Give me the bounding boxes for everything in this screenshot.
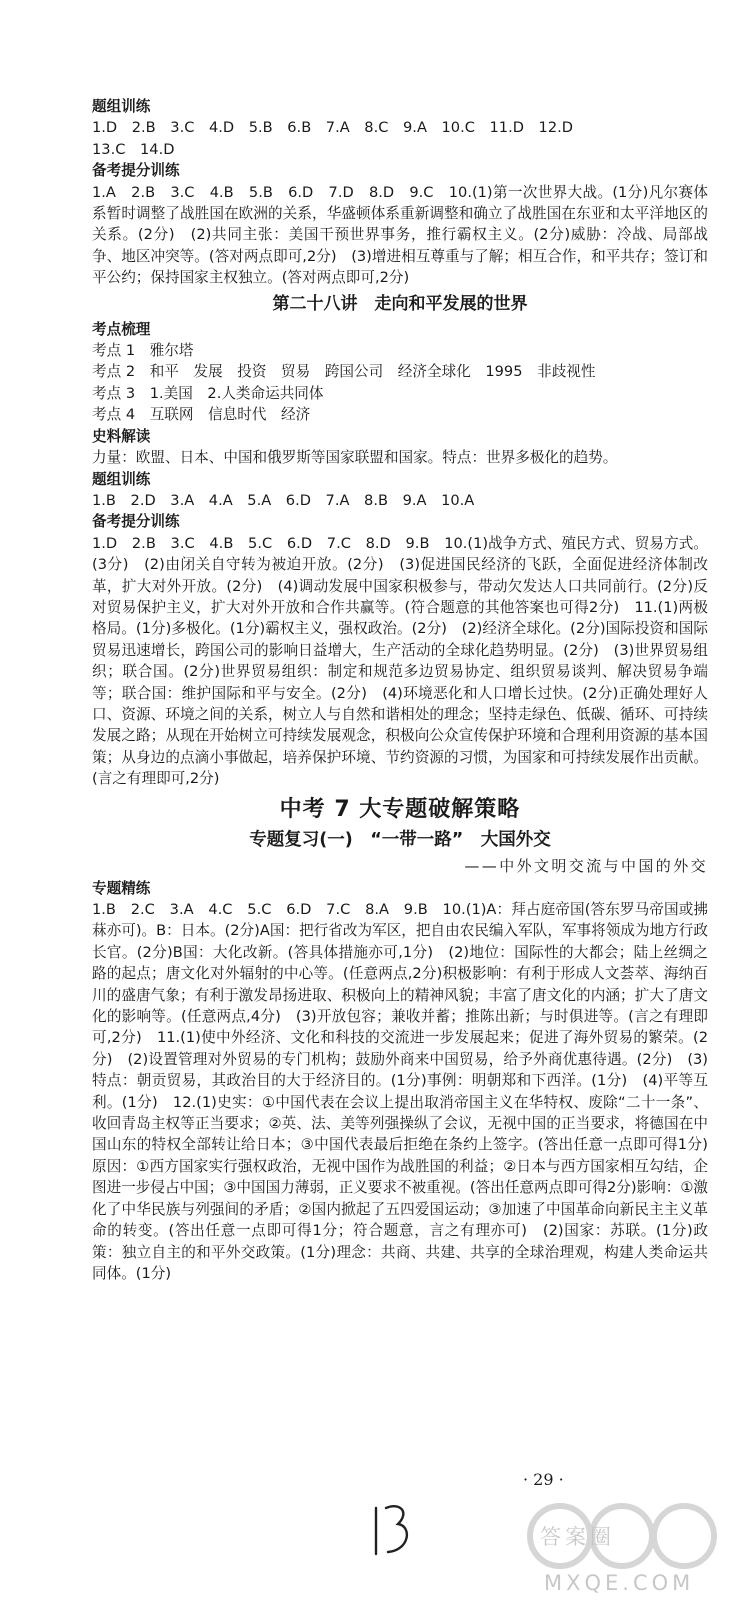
kaodian-1: 考点 1 雅尔塔	[92, 342, 194, 360]
beikao-answers: 1.A 2.B 3.C 4.B 5.B 6.D 7.D 8.D 9.C 10.(1)第一次世界大战。(1分)凡尔赛体系暂时调整了战胜国在欧洲的关系，华盛顿体系重新调整和确立了战胜国在东亚和太平洋地区的关系。(2分) (2)共同主张：美国干预世界事务，推行霸权主义。(2分)威胁：冷战、局部战争、地区冲突等。(答对两点即可,2分) (3)增进相互尊重与了解；相互合作，和平共存；签订和平公约；保持国家主权独立。(答对两点即可,2分)	[92, 183, 708, 287]
heading-tizu-training-28: 题组训练	[92, 470, 151, 488]
tizu-answers-line1: 1.D 2.B 3.C 4.D 5.B 6.B 7.A 8.C 9.A 10.C 11.D 12.D	[92, 119, 573, 137]
kaodian-2: 考点 2 和平 发展 投资 贸易 跨国公司 经济全球化 1995 非歧视性	[92, 363, 596, 381]
heading-kaodian: 考点梳理	[92, 320, 151, 338]
lecture-28-title: 第二十八讲 走向和平发展的世界	[272, 293, 528, 314]
heading-jinglian: 专题精练	[92, 879, 151, 897]
heading-beikao-training-28: 备考提分训练	[92, 513, 180, 531]
watermark-logo	[500, 1486, 746, 1596]
content-column	[92, 96, 708, 1284]
beikao-answers-28: 1.D 2.B 3.C 4.B 5.C 6.D 7.C 8.D 9.B 10.(1)战争方式、殖民方式、贸易方式。(3分) (2)由闭关自守转为被迫开放。(2分) (3)促进国民经济的飞跃，全面促进经济体制改革，扩大对外开放。(2分) (4)调动发展中国家积极参与，带动欠发达人口共同前行。(2分)反对贸易保护主义，扩大对外开放和合作共赢等。(符合题意的其他答案也可得2分) 11.(1)两极格局。(1分)多极化。(1分)霸权主义，强权政治。(2分) (2)经济全球化。(2分)国际投资和国际贸易迅速增长，跨国公司的影响日益增大，生产活动的全球化趋势明显。(2分) (3)世界贸易组织；联合国。(2分)世界贸易组织：制定和规范多边贸易协定、组织贸易谈判、解决贸易争端等；联合国：维护国际和平与安全。(2分) (4)环境恶化和人口增长过快。(2分)正确处理好人口、资源、环境之间的关系，树立人与自然和谐相处的理念；坚持走绿色、低碳、循环、可持续发展之路；从现在开始树立可持续发展观念，积极向公众宣传保护环境和合理利用资源的基本国策；从身边的点滴小事做起，培养保护环境、节约资源的习惯，为国家和可持续发展作出贡献。(言之有理即可,2分)	[92, 534, 708, 788]
heading-shiliao: 史料解读	[92, 427, 151, 445]
watermark-cn: 答案圈	[540, 1525, 615, 1549]
kaodian-4: 考点 4 互联网 信息时代 经济	[92, 406, 311, 424]
handwritten-note	[370, 1498, 414, 1560]
special-big-title: 中考 7 大专题破解策略	[279, 796, 521, 822]
shiliao-answer: 力量：欧盟、日本、中国和俄罗斯等国家联盟和国家。特点：世界多极化的趋势。	[92, 449, 618, 467]
tizu-answers-line2: 13.C 14.D	[92, 140, 175, 158]
watermark-url: MXQE.COM	[544, 1571, 695, 1595]
kaodian-3: 考点 3 1.美国 2.人类命运共同体	[92, 384, 324, 402]
heading-tizu-training: 题组训练	[92, 98, 151, 115]
heading-beikao-training: 备考提分训练	[92, 162, 180, 180]
jinglian-answers: 1.B 2.C 3.A 4.C 5.C 6.D 7.C 8.A 9.B 10.(1)A：拜占庭帝国(答东罗马帝国或拂菻亦可)。B：日本。(2分)A国：把行省改为军区，把自由农民编入军队，军事将领成为地方行政长官。(2分)B国：大化改新。(答具体措施亦可,1分) (2)地位：国际性的大都会；陆上丝绸之路的起点；唐文化对外辐射的中心等。(任意两点,2分)积极影响：有利于形成人文荟萃、海纳百川的盛唐气象；有利于激发昂扬进取、积极向上的精神风貌；丰富了唐文化的内涵；扩大了唐文化的影响等。(任意两点,4分) (3)开放包容；兼收并蓄；推陈出新；与时俱进等。(言之有理即可,2分) 11.(1)使中外经济、文化和科技的交流进一步发展起来；促进了海外贸易的繁荣。(2分) (2)设置管理对外贸易的专门机构；鼓励外商来中国贸易，给予外商优惠待遇。(2分) (3)特点：朝贡贸易，其政治目的大于经济目的。(1分)事例：明朝郑和下西洋。(1分) (4)平等互利。(1分) 12.(1)史实：①中国代表在会议上提出取消帝国主义在华特权、废除“二十一条”、收回青岛主权等正当要求；②英、法、美等列强操纵了会议，无视中国的正当要求，将德国在中国山东的特权全部转让给日本；③中国代表最后拒绝在条约上签字。(答出任意一点即可得1分)原因：①西方国家实行强权政治，无视中国作为战胜国的利益；②日本与西方国家相互勾结，企图进一步侵占中国；③中国国力薄弱，正义要求不被重视。(答出任意两点即可得2分)影响：①激化了中华民族与列强间的矛盾；②国内掀起了五四爱国运动；③加速了中国革命向新民主主义革命的转变。(答出任意一点即可得1分；符合题意，言之有理亦可) (2)国家：苏联。(1分)政策：独立自主的和平外交政策。(1分)理念：共商、共建、共享的全球治理观，构建人类命运共同体。(1分)	[92, 901, 708, 1282]
special-subtitle: ——中外文明交流与中国的外交	[464, 856, 708, 875]
page-number: · 29 ·	[523, 1470, 564, 1489]
tizu-answers-28: 1.B 2.D 3.A 4.A 5.A 6.D 7.A 8.B 9.A 10.A	[92, 491, 475, 509]
special-topic-title: 专题复习(一) “一带一路” 大国外交	[249, 829, 551, 850]
